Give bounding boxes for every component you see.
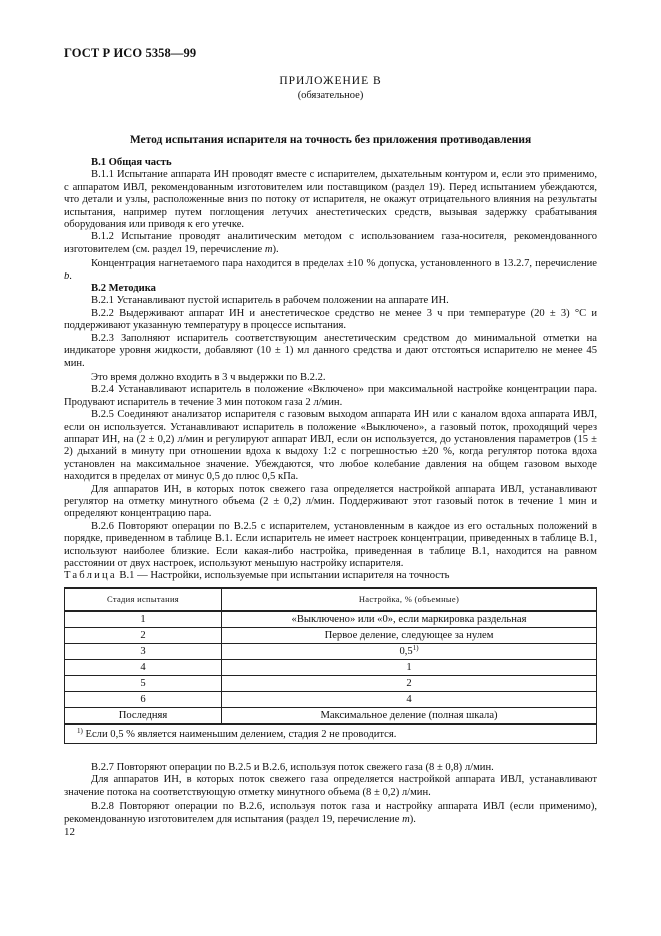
cell-stage: 6 <box>65 692 222 708</box>
table-label: Таблица <box>64 570 117 581</box>
paragraph-b-2-8: В.2.8 Повторяют операции по В.2.6, используя поток газа и настройку аппарата ИВЛ (если применимо), рекомендованную изготовителем для испытания (раздел 19, перечисление m). <box>64 801 597 825</box>
settings-table <box>64 587 597 744</box>
paragraph-time-note: Это время должно входить в 3 ч выдержки по В.2.2. <box>91 371 326 383</box>
table-row <box>65 708 597 725</box>
cell-setting: 4 <box>222 692 597 708</box>
paragraph-concentration: Концентрация нагнетаемого пара находится в пределах ±10 % допуска, установленного в 13.2.7, перечисление b. <box>64 258 597 282</box>
paragraph-b-2-4: В.2.4 Устанавливают испаритель в положение «Включено» при максимальной настройке концентрации пара. Продувают испаритель в течение 3 мин потоком газа 2 л/мин. <box>64 384 597 408</box>
paragraph-b-2-6: В.2.6 Повторяют операции по В.2.5 с испарителем, установленным в каждое из его остальных положений в порядке, приведенном в таблице В.1. Если испаритель не имеет настроек концентрации, приведенных в таблице В.1, используют наиболее близкие. Если какая-либо настройка, приведенная в таблице В.1, находится на равном расстоянии от двух настроек, используют меньшую настройку испарителя. <box>64 520 597 569</box>
footnote-reference: 1) <box>412 644 419 652</box>
cell-stage: 5 <box>65 676 222 692</box>
paragraph-ivl-minute-volume: Для аппаратов ИН, в которых поток свежего газа определяется настройкой аппарата ИВЛ, устанавливают значение потока на соответствующую отметку минутного объема (8 ± 0,2) л/мин. <box>64 774 597 798</box>
table-footnote-row <box>65 724 597 744</box>
table-row <box>65 611 597 628</box>
cell-setting: «Выключено» или «0», если маркировка раздельная <box>222 611 597 628</box>
table-row <box>65 644 597 660</box>
cell-setting: Максимальное деление (полная шкала) <box>222 708 597 725</box>
paragraph-b-2-3: В.2.3 Заполняют испаритель соответствующим анестетическим средством до минимальной отметки на индикаторе уровня жидкости, добавляют (10 ± 1) мл данного средства и дают отстояться испарителю не менее 45 мин. <box>64 332 597 369</box>
cell-setting: 2 <box>222 676 597 692</box>
cell-stage: 3 <box>65 644 222 660</box>
table-row <box>65 660 597 676</box>
appendix-status: (обязательное) <box>297 90 364 101</box>
cell-stage: Последняя <box>65 708 222 725</box>
section-heading-method: В.2 Методика <box>91 283 156 295</box>
section-heading-general: В.1 Общая часть <box>91 157 172 168</box>
main-content <box>64 157 597 570</box>
cell-stage: 2 <box>65 628 222 644</box>
table-row <box>65 692 597 708</box>
paragraph-b-2-5: В.2.5 Соединяют анализатор испарителя с газовым выходом аппарата ИН или с каналом вдоха аппарата ИВЛ, если он используется. Устанавливают испаритель в положение «Выключено», а газовый поток, проходящий через аппарат ИН, на (2 ± 0,2) л/мин и регулируют аппарат ИВЛ, если он используется, до установления параметров (15 ± 2) дыханий в минуту при отношении вдоха к выдоху 1:2 с погрешностью ±20 %, когда регулятор потока вдоха установлен на максимальное значение. Убеждаются, что любое колебание давления на общем газовом выходе находится в пределах от минус 0,5 до плюс 0,5 кПа. <box>64 409 597 483</box>
table-caption <box>64 570 449 581</box>
appendix-title: Метод испытания испарителя на точность без приложения противодавления <box>129 134 532 146</box>
column-header-stage: Стадия испытания <box>65 588 222 611</box>
paragraph-b-2-2: В.2.2 Выдерживают аппарат ИН и анестетическое средство не менее 3 ч при температуре (20 ± 3) °С и поддерживают указанную температуру в процессе испытания. <box>64 307 597 332</box>
content-after-table <box>64 762 597 826</box>
table-row <box>65 676 597 692</box>
table-row <box>65 628 597 644</box>
paragraph-b-1-1: В.1.1 Испытание аппарата ИН проводят вместе с испарителем, дыхательным контуром и, если это применимо, с аппаратом ИВЛ, рекомендованным изготовителем или поставщиком (раздел 19). Перед испытанием убеждаются, что детали и узлы, расположенные вниз по потоку от испарителя, не окажут отрицательного влияния на результаты испытания, например путем поглощения летучих анестетических средств, вызывая задержку срабатывания оборудования или приводя к его утечке. <box>64 169 597 231</box>
page-number: 12 <box>64 826 75 838</box>
paragraph-b-2-1: В.2.1 Устанавливают пустой испаритель в рабочем положении на аппарате ИН. <box>91 295 449 307</box>
paragraph-ivl-flow: Для аппаратов ИН, в которых поток свежего газа определяется настройкой аппарата ИВЛ, устанавливают регулятор на отметку минутного объема (2 ± 0,2) л/мин. Поддерживают этот газовый поток в течение 1 мин и определяют концентрацию пара. <box>64 483 597 520</box>
table-header-row <box>65 588 597 611</box>
appendix-label: ПРИЛОЖЕНИЕ В <box>279 75 382 87</box>
cell-stage: 4 <box>65 660 222 676</box>
cell-setting: 1 <box>222 660 597 676</box>
table-caption-text: В.1 — Настройки, используемые при испытании испарителя на точность <box>116 570 450 581</box>
column-header-setting: Настройка, % (объемные) <box>222 588 597 611</box>
paragraph-b-1-2: В.1.2 Испытание проводят аналитическим методом с использованием газа-носителя, рекомендованного изготовителем (см. раздел 19, перечисление m). <box>64 231 597 255</box>
table-footnote: $^{1)}$ Если 0,5 % является наименьшим делением, стадия 2 не проводится. <box>65 724 597 744</box>
paragraph-b-2-7: В.2.7 Повторяют операции по В.2.5 и В.2.6, используя поток свежего газа (8 ± 0,8) л/мин. <box>91 762 494 773</box>
cell-setting: Первое деление, следующее за нулем <box>222 628 597 644</box>
cell-stage: 1 <box>65 611 222 628</box>
document-header: ГОСТ Р ИСО 5358—99 <box>64 46 197 60</box>
cell-setting: 0,5$^{1)}$ <box>222 644 597 660</box>
footnote-marker: 1) <box>77 726 83 735</box>
